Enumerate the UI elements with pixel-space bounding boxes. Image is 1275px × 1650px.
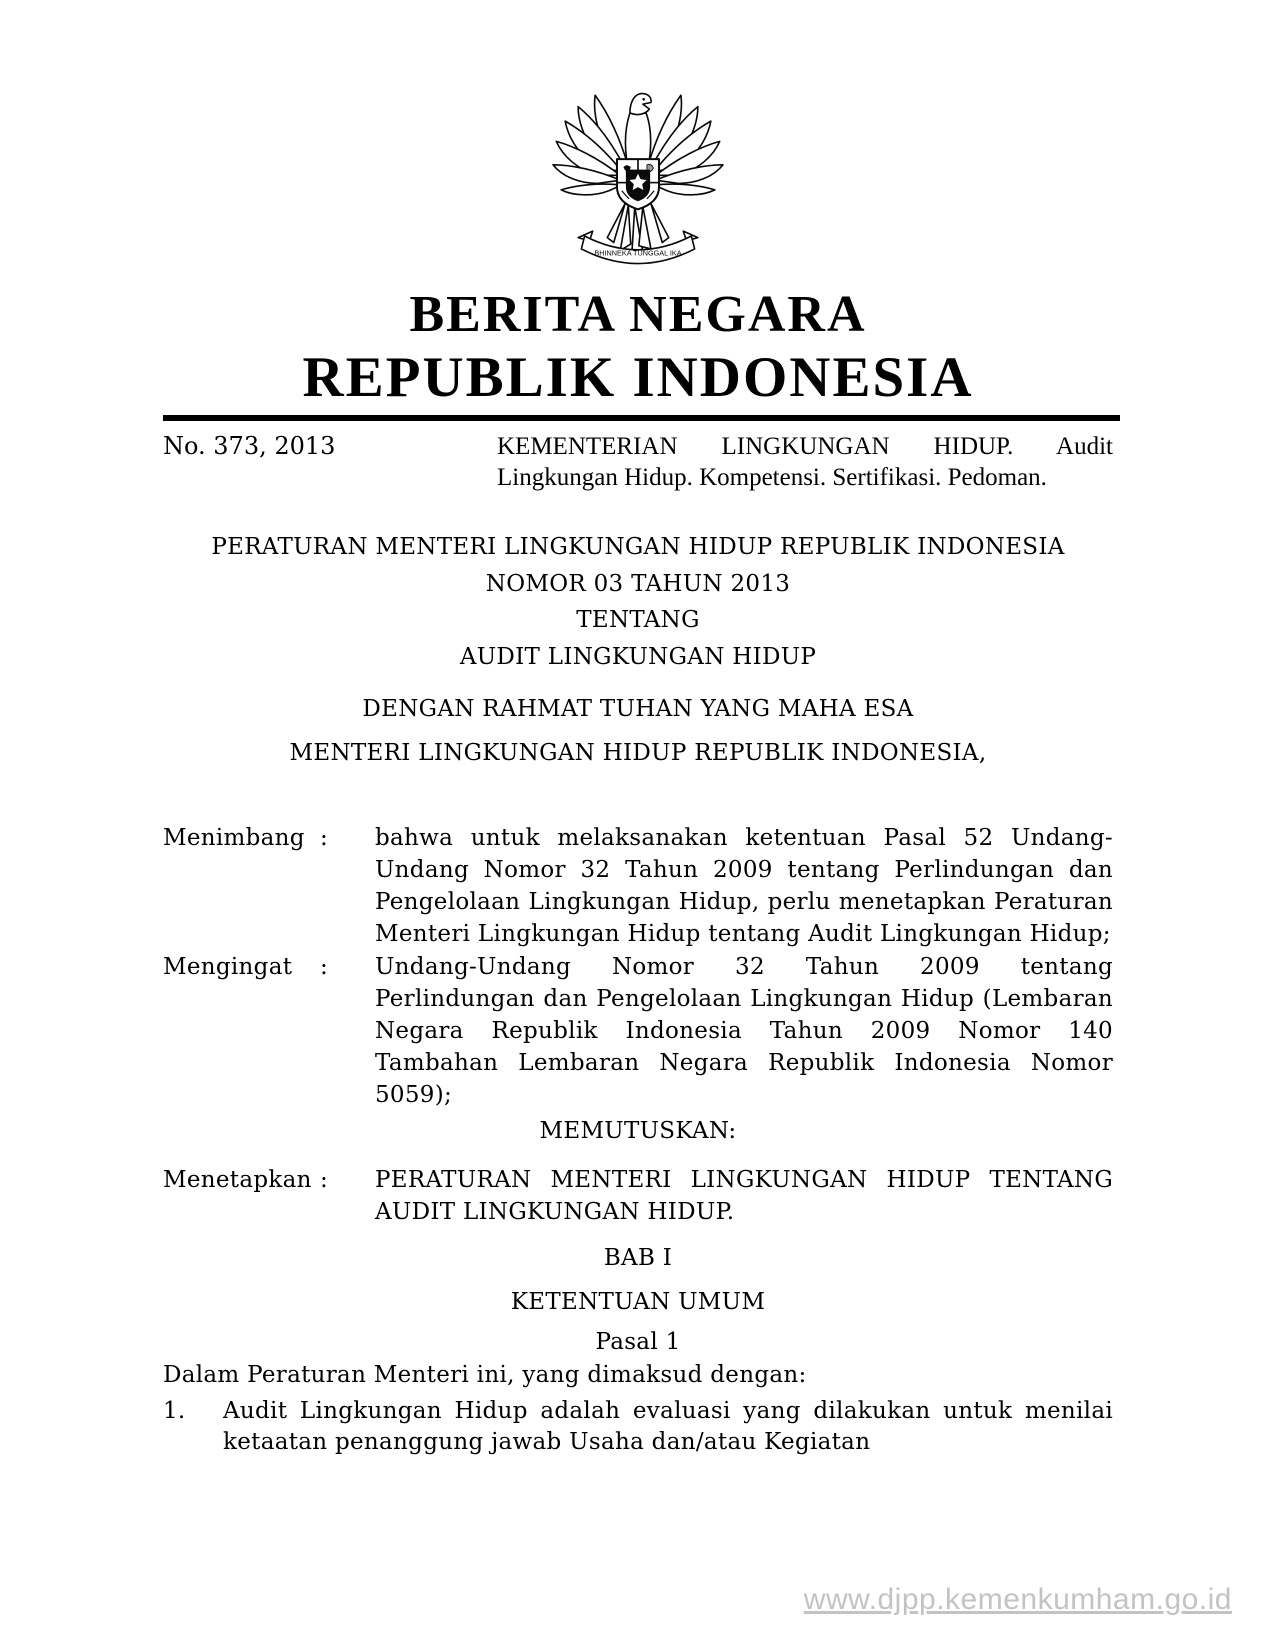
- menimbang-text: bahwa untuk melaksanakan ketentuan Pasal 52 Undang-Undang Nomor 32 Tahun 2009 tentang Perlindungan dan Pengelolaan Lingkungan Hidup, perlu menetapkan Peraturan Menteri Lingkungan Hidup tentang Audit Lingkungan Hidup;: [375, 825, 1113, 947]
- gazette-header-row: [163, 431, 1113, 493]
- garuda-pancasila-emblem: [549, 83, 727, 279]
- menimbang-label: Menimbang: [163, 825, 305, 851]
- definition-item-1: [163, 1396, 1113, 1458]
- masthead-line1: BERITA NEGARA: [409, 286, 867, 343]
- item-text: Audit Lingkungan Hidup adalah evaluasi yang dilakukan untuk menilai ketaatan penanggung jawab Usaha dan/atau Kegiatan: [223, 1398, 1113, 1455]
- mengingat-colon: :: [320, 954, 329, 980]
- chapter-title: KETENTUAN UMUM: [510, 1289, 766, 1315]
- gazette-subject: KEMENTERIAN LINGKUNGAN HIDUP. Audit Lingkungan Hidup. Kompetensi. Sertifikasi. Pedoman.: [497, 433, 1113, 491]
- memutuskan-heading: MEMUTUSKAN:: [539, 1118, 737, 1144]
- site-watermark: www.djpp.kemenkumham.go.id: [803, 1583, 1232, 1616]
- mengingat-label: Mengingat: [163, 954, 293, 980]
- page-content: [163, 0, 1113, 1458]
- menetapkan-text: PERATURAN MENTERI LINGKUNGAN HIDUP TENTANG AUDIT LINGKUNGAN HIDUP.: [375, 1167, 1113, 1225]
- menetapkan-row: [163, 1164, 1113, 1228]
- menetapkan-label: Menetapkan: [163, 1167, 312, 1193]
- masthead-rule: [163, 415, 1120, 421]
- regulation-title-line3: TENTANG: [576, 607, 700, 633]
- article-heading: Pasal 1: [595, 1329, 681, 1355]
- invocation-line: DENGAN RAHMAT TUHAN YANG MAHA ESA: [362, 696, 914, 722]
- authority-line: MENTERI LINGKUNGAN HIDUP REPUBLIK INDONESIA,: [289, 739, 987, 766]
- regulation-title-line1: PERATURAN MENTERI LINGKUNGAN HIDUP REPUBLIK INDONESIA: [211, 534, 1065, 560]
- preamble-menimbang: [163, 822, 1113, 950]
- masthead-line2: REPUBLIK INDONESIA: [302, 346, 974, 409]
- menimbang-colon: :: [320, 825, 329, 851]
- article-intro: Dalam Peraturan Menteri ini, yang dimaksud dengan:: [163, 1362, 807, 1388]
- regulation-title-line4: AUDIT LINGKUNGAN HIDUP: [459, 643, 817, 670]
- emblem-motto: BHINNEKA TUNGGAL IKA: [594, 248, 682, 258]
- item-number: 1.: [163, 1398, 186, 1424]
- chapter-heading: BAB I: [603, 1245, 673, 1271]
- regulation-title-block: [163, 529, 1113, 771]
- preamble-mengingat: [163, 951, 1113, 1111]
- garuda-pancasila-icon: [549, 83, 727, 279]
- menetapkan-colon: :: [320, 1167, 329, 1193]
- regulation-title-line2: NOMOR 03 TAHUN 2013: [485, 570, 791, 597]
- mengingat-text: Undang-Undang Nomor 32 Tahun 2009 tentang Perlindungan dan Pengelolaan Lingkungan Hidup (Lembaran Negara Republik Indonesia Tahun 2009 Nomor 140 Tambahan Lembaran Negara Republik Indonesia Nomor 5059);: [375, 954, 1113, 1108]
- gazette-number: No. 373, 2013: [163, 432, 336, 460]
